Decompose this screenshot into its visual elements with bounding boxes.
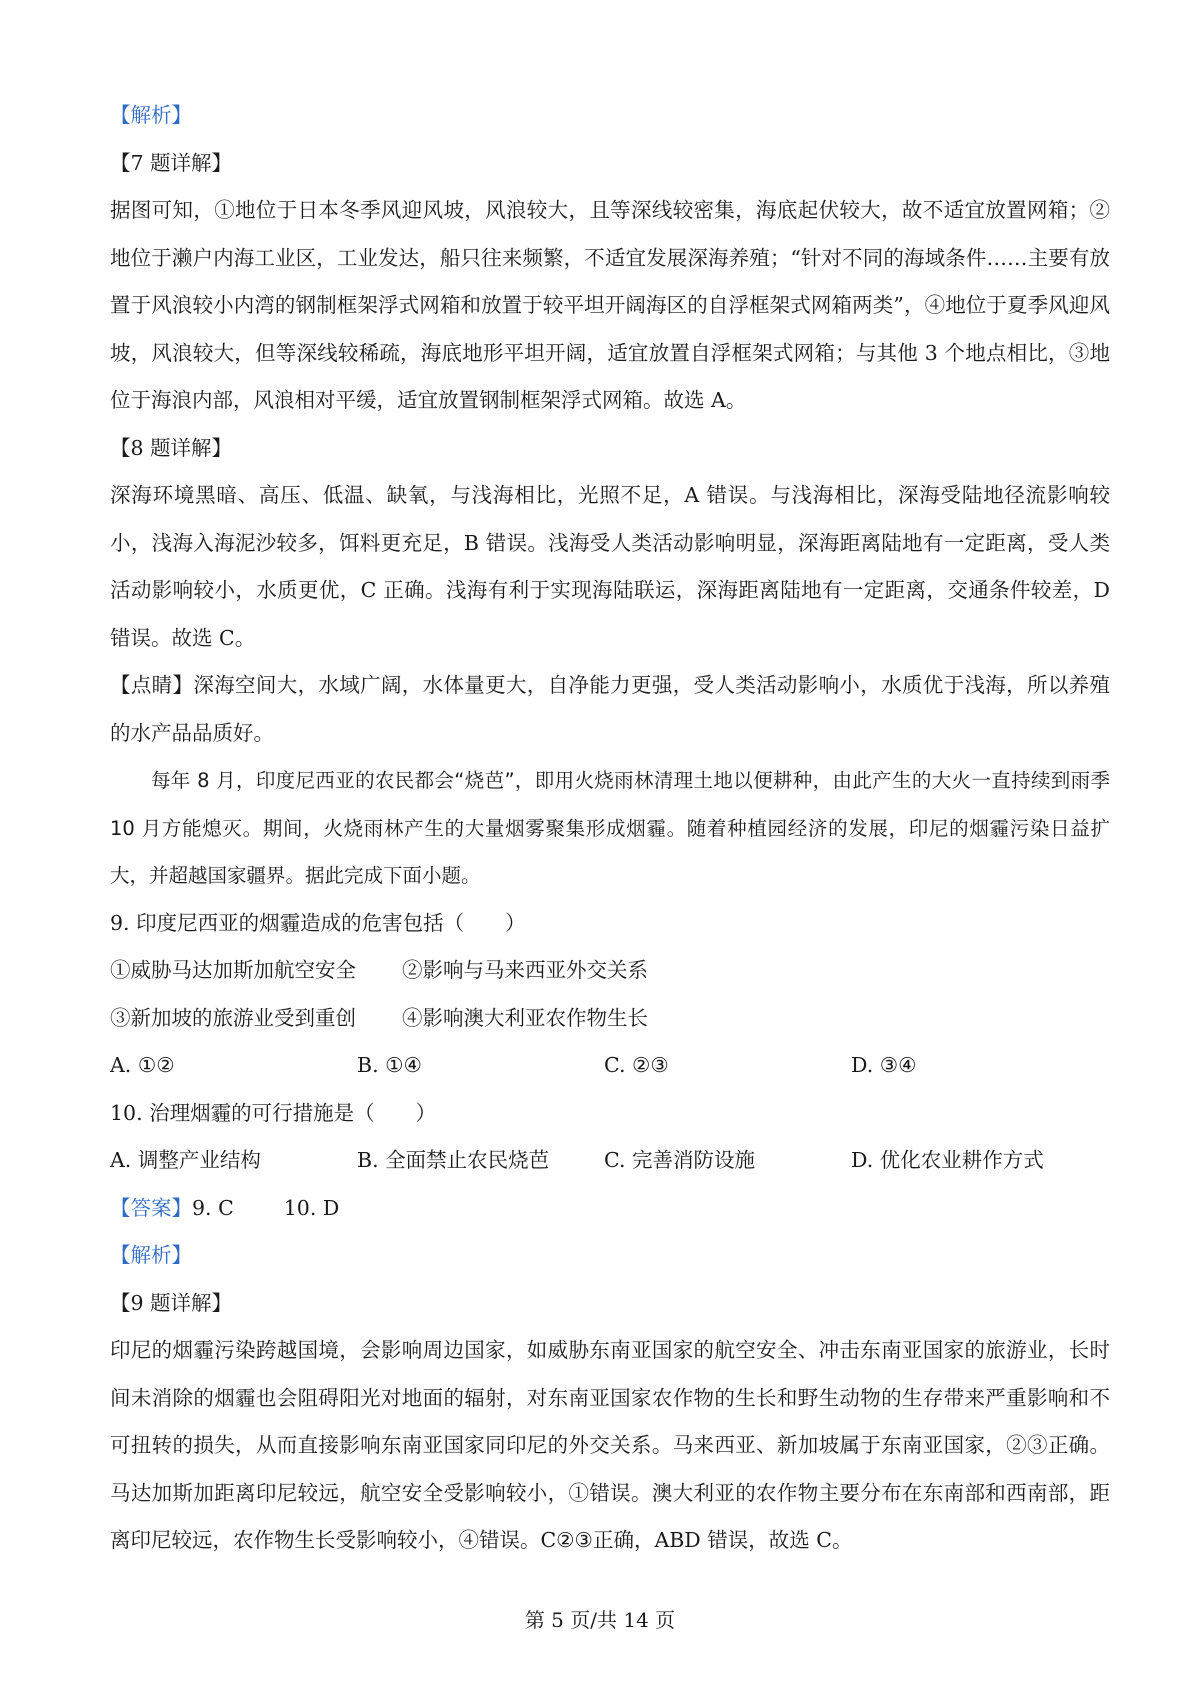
dianjing-paragraph <box>110 662 1110 757</box>
q9-detail-heading: 【9 题详解】 <box>110 1290 233 1315</box>
answer-9: 9. C <box>192 1195 234 1220</box>
q9-item: ②影响与马来西亚外交关系 <box>402 958 648 982</box>
q10-stem: 10. 治理烟霾的可行措施是（ ） <box>110 1100 437 1125</box>
reading-passage: 每年 8 月，印度尼西亚的农民都会“烧芭”，即用火烧雨林清理土地以便耕种，由此产生的大火一直持续到雨季 10 月方能熄灭。期间，火烧雨林产生的大量烟雾聚集形成烟霾。随着种植园经济的发展，印尼的烟霾污染日益扩大，并超越国家疆界。据此完成下面小题。 <box>110 769 1110 887</box>
dianjing-tag: 【点睛】 <box>110 673 194 697</box>
q9-stem: 9. 印度尼西亚的烟霾造成的危害包括（ ） <box>110 910 526 935</box>
q10-option-b: B. 全面禁止农民烧芭 <box>357 1148 550 1172</box>
dianjing-body: 深海空间大，水域广阔，水体量更大，自净能力更强，受人类活动影响小，水质优于浅海，所以养殖的水产品品质好。 <box>110 673 1111 745</box>
page-footer: 第 5 页/共 14 页 <box>524 1608 676 1632</box>
q9-option-a: A. ①② <box>110 1053 175 1077</box>
q7-detail-heading: 【7 题详解】 <box>110 150 233 175</box>
q9-option-b: B. ①④ <box>357 1053 422 1077</box>
q8-detail-body: 深海环境黑暗、高压、低温、缺氧，与浅海相比，光照不足，A 错误。与浅海相比，深海受陆地径流影响较小，浅海入海泥沙较多，饵料更充足，B 错误。浅海受人类活动影响明显，深海距离陆地有一定距离，受人类活动影响较小，水质更优，C 正确。浅海有利于实现海陆联运，深海距离陆地有一定距离，交通条件较差，D 错误。故选 C。 <box>110 483 1110 650</box>
q9-option-d: D. ③④ <box>851 1053 917 1077</box>
q9-option-c: C. ②③ <box>604 1053 669 1077</box>
answer-line <box>110 1185 1110 1233</box>
q9-detail-body: 印尼的烟霾污染跨越国境，会影响周边国家，如威胁东南亚国家的航空安全、冲击东南亚国家的旅游业，长时间未消除的烟霾也会阻碍阳光对地面的辐射，对东南亚国家农作物的生长和野生动物的生存带来严重影响和不可扭转的损失，从而直接影响东南亚国家同印尼的外交关系。马来西亚、新加坡属于东南亚国家，②③正确。马达加斯加距离印尼较远，航空安全受影响较小，①错误。澳大利亚的农作物主要分布在东南部和西南部，距离印尼较远，农作物生长受影响较小，④错误。C②③正确，ABD 错误，故选 C。 <box>110 1338 1110 1552</box>
answer-10: 10. D <box>283 1195 340 1220</box>
q9-items-row-1 <box>110 947 1110 995</box>
q9-item: ③新加坡的旅游业受到重创 <box>110 1005 356 1030</box>
analysis-heading: 【解析】 <box>110 103 192 127</box>
q7-detail-body: 据图可知，①地位于日本冬季风迎风坡，风浪较大，且等深线较密集，海底起伏较大，故不适宜放置网箱；②地位于濑户内海工业区，工业发达，船只往来频繁，不适宜发展深海养殖；“针对不同的海域条件……主要有放置于风浪较小内湾的钢制框架浮式网箱和放置于较平坦开阔海区的自浮框架式网箱两类”，④地位于夏季风迎风坡，风浪较大，但等深线较稀疏，海底地形平坦开阔，适宜放置自浮框架式网箱；与其他 3 个地点相比，③地位于海浪内部，风浪相对平缓，适宜放置钢制框架浮式网箱。故选 A。 <box>110 198 1110 412</box>
document-body <box>110 92 1110 1565</box>
q10-option-d: D. 优化农业耕作方式 <box>851 1148 1044 1172</box>
analysis-heading-2: 【解析】 <box>110 1243 192 1267</box>
q10-option-c: C. 完善消防设施 <box>604 1148 755 1172</box>
answer-tag: 【答案】 <box>110 1195 192 1220</box>
q9-options <box>110 1042 1110 1090</box>
q8-detail-heading: 【8 题详解】 <box>110 435 233 460</box>
q10-options <box>110 1137 1110 1185</box>
q9-items-row-2 <box>110 995 1110 1043</box>
q9-item: ④影响澳大利亚农作物生长 <box>402 1005 648 1030</box>
q10-option-a: A. 调整产业结构 <box>110 1148 261 1172</box>
q9-item: ①威胁马达加斯加航空安全 <box>110 958 356 982</box>
